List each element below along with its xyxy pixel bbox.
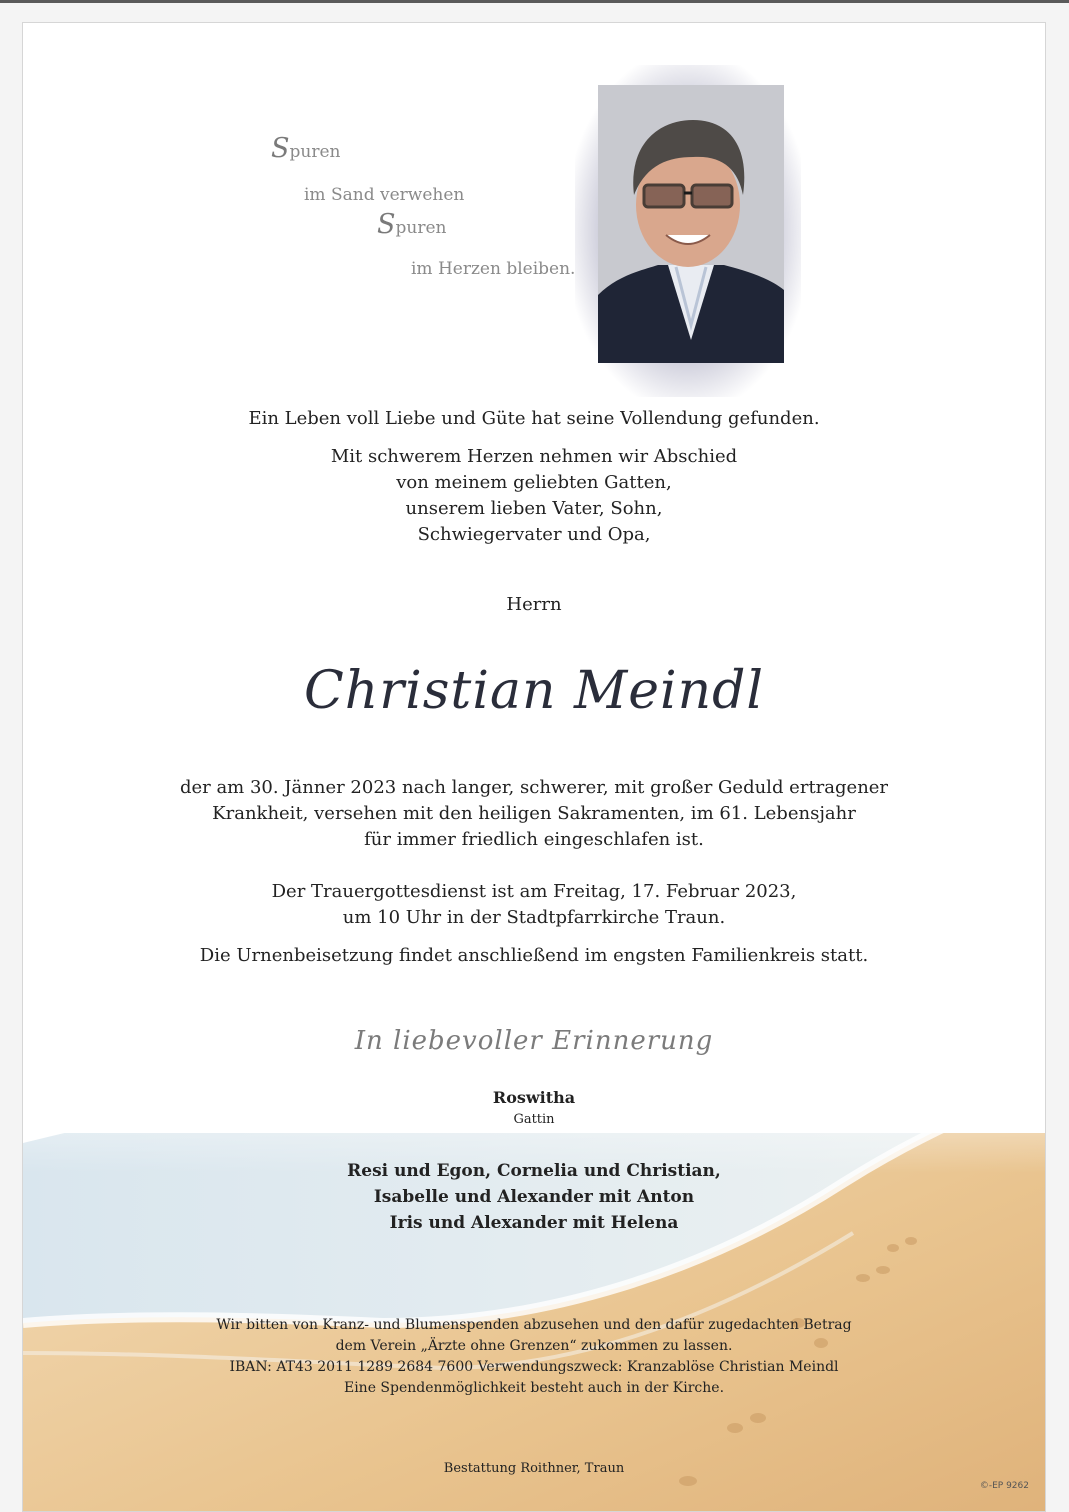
intro-line-4: unserem lieben Vater, Sohn,: [405, 498, 663, 519]
death-line-1: der am 30. Jänner 2023 nach langer, schwerer, mit großer Geduld ertragener: [179, 777, 889, 798]
poem-line-1: [271, 133, 340, 164]
family-line-3: Iris und Alexander mit Helena: [389, 1213, 679, 1233]
death-line-2: Krankheit, versehen mit den heiligen Sakramenten, im 61. Lebensjahr: [212, 803, 856, 824]
family-line-1: Resi und Egon, Cornelia und Christian,: [347, 1161, 721, 1181]
spouse-role: Gattin: [513, 1112, 555, 1127]
poem-text-1: puren: [289, 142, 341, 162]
poem-text-3: puren: [395, 218, 447, 238]
poem-line-3: [377, 209, 446, 240]
obituary-page: [22, 22, 1046, 1512]
salutation: Herrn: [506, 594, 562, 615]
portrait-photo: [598, 85, 784, 363]
service-line-1: Der Trauergottesdienst ist am Freitag, 17. Februar 2023,: [271, 881, 797, 902]
beach-background: [23, 23, 1045, 1511]
intro-line-1: Ein Leben voll Liebe und Güte hat seine Vollendung gefunden.: [248, 408, 820, 429]
intro-line-2: Mit schwerem Herzen nehmen wir Abschied: [330, 446, 738, 467]
intro-line-5: Schwiegervater und Opa,: [417, 524, 651, 545]
portrait-illustration: [598, 85, 784, 363]
poem-initial-2: S: [377, 209, 396, 240]
donation-line-2: dem Verein „Ärzte ohne Grenzen“ zukommen zu lassen.: [335, 1338, 733, 1354]
scan-edge: [0, 0, 1069, 3]
burial-note: Die Urnenbeisetzung findet anschließend im engsten Familienkreis statt.: [199, 945, 869, 966]
poem-line-2: im Sand verwehen: [304, 185, 465, 205]
family-line-2: Isabelle und Alexander mit Anton: [373, 1187, 695, 1207]
memory-heading: In liebevoller Erinnerung: [354, 1026, 714, 1056]
spouse-name: Roswitha: [492, 1088, 576, 1107]
donation-line-4: Eine Spendenmöglichkeit besteht auch in der Kirche.: [343, 1380, 725, 1396]
death-line-3: für immer friedlich eingeschlafen ist.: [364, 829, 704, 850]
intro-line-3: von meinem geliebten Gatten,: [396, 472, 672, 493]
poem-line-4: im Herzen bleiben.: [411, 259, 576, 279]
funeral-home: Bestattung Roithner, Traun: [443, 1461, 625, 1476]
template-code: ©-EP 9262: [979, 1481, 1029, 1491]
poem-initial-1: S: [271, 133, 290, 164]
donation-iban: IBAN: AT43 2011 1289 2684 7600 Verwendungszweck: Kranzablöse Christian Meindl: [229, 1359, 839, 1375]
donation-line-1: Wir bitten von Kranz- und Blumenspenden abzusehen und den dafür zugedachten Betrag: [216, 1317, 852, 1333]
deceased-name: Christian Meindl: [303, 661, 765, 721]
service-line-2: um 10 Uhr in der Stadtpfarrkirche Traun.: [342, 907, 726, 928]
